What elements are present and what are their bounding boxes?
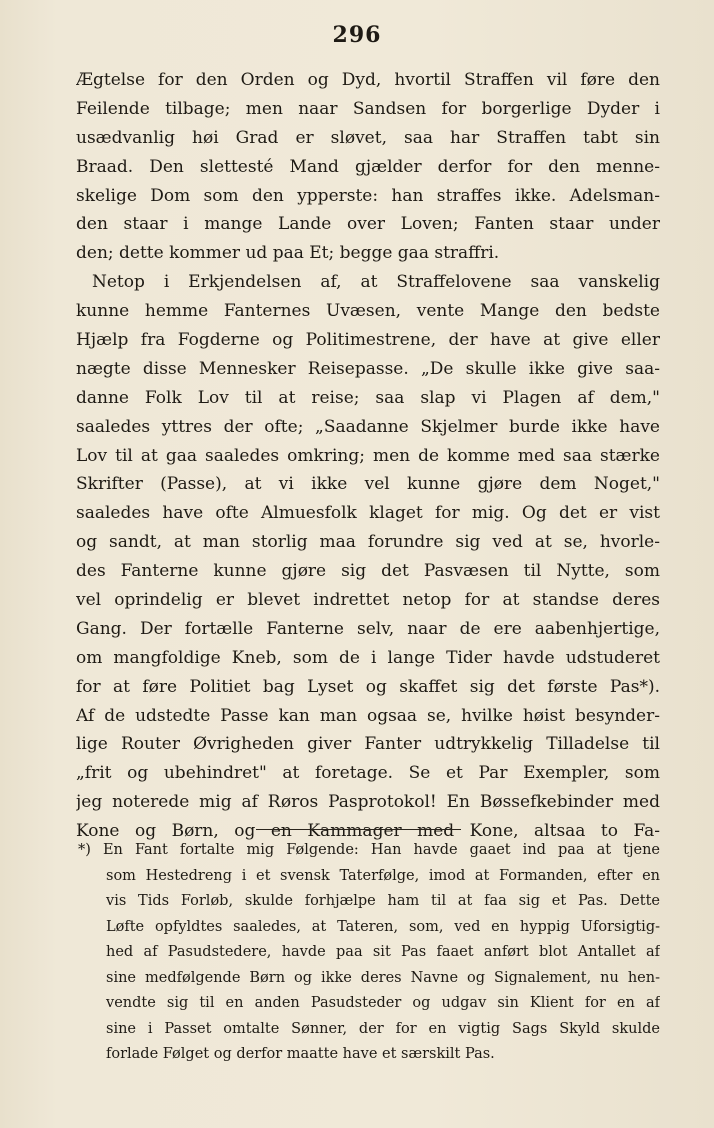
text-line: om mangfoldige Kneb, som de i lange Tider havde udstuderet: [76, 647, 660, 668]
footnote-line: *) En Fant fortalte mig Følgende: Han havde gaaet ind paa at tjene: [78, 842, 660, 858]
text-line: Ægtelse for den Orden og Dyd, hvortil Straffen vil føre den: [76, 70, 660, 90]
text-line: den staar i mange Lande over Loven; Fanten staar under: [76, 214, 660, 235]
page-number: 296: [332, 22, 382, 48]
text-line: skelige Dom som den ypperste: han straffes ikke. Adelsman-: [76, 185, 660, 206]
footnote-line: som Hestedreng i et svensk Taterfølge, imod at Formanden, efter en: [106, 867, 660, 884]
text-line: jeg noterede mig af Røros Pasprotokol! En Bøssefkebinder med: [76, 792, 660, 813]
footnote: [76, 838, 660, 1068]
text-line: Gang. Der fortælle Fanterne selv, naar de ere aabenhjertige,: [76, 618, 660, 639]
text-line: saaledes yttres der ofte; „Saadanne Skjelmer burde ikke have: [76, 416, 660, 437]
footnote-line: sine medfølgende Børn og ikke deres Navne og Signalement, nu hen-: [106, 969, 660, 986]
text-line: Feilende tilbage; men naar Sandsen for borgerlige Dyder i: [76, 98, 660, 119]
footnote-line: Løfte opfyldtes saaledes, at Tateren, som, ved en hyppig Uforsigtig-: [106, 918, 660, 935]
text-line: for at føre Politiet bag Lyset og skaffet sig det første Pas*).: [76, 676, 660, 697]
text-line: Skrifter (Passe), at vi ikke vel kunne gjøre dem Noget,": [76, 474, 660, 495]
text-line: danne Folk Lov til at reise; saa slap vi Plagen af dem,": [76, 387, 660, 408]
text-line: lige Router Øvrigheden giver Fanter udtrykkelig Tilladelse til: [76, 734, 660, 755]
text-line: Hjælp fra Fogderne og Politimestrene, der have at give eller: [76, 330, 660, 351]
text-line: Af de udstedte Passe kan man ogsaa se, hvilke høist besynder-: [76, 705, 660, 726]
footnote-line: vis Tids Forløb, skulde forhjælpe ham til at faa sig et Pas. Dette: [106, 893, 660, 909]
main-text: [76, 66, 660, 846]
footnote-line: vendte sig til en anden Pasudsteder og udgav sin Klient for en af: [106, 995, 660, 1011]
footnote-line: sine i Passet omtalte Sønner, der for en vigtig Sags Skyld skulde: [106, 1020, 660, 1037]
text-line: des Fanterne kunne gjøre sig det Pasvæsen til Nytte, som: [76, 561, 660, 582]
text-line: „frit og ubehindret" at foretage. Se et Par Exempler, som: [76, 763, 660, 784]
footnote-line: hed af Pasudstedere, havde paa sit Pas faaet anført blot Antallet af: [106, 944, 660, 960]
text-line: vel oprindelig er blevet indrettet netop for at standse deres: [76, 590, 660, 611]
text-line: Lov til at gaa saaledes omkring; men de komme med saa stærke: [76, 445, 660, 466]
text-line: Kone og Børn, og en Kammager med Kone, altsaa to Fa-: [76, 821, 660, 842]
text-line: og sandt, at man storlig maa forundre sig ved at se, hvorle-: [76, 532, 660, 553]
footnote-divider: [256, 829, 461, 830]
footnote-line: forlade Følget og derfor maatte have et særskilt Pas.: [106, 1046, 495, 1062]
text-line: saaledes have ofte Almuesfolk klaget for mig. Og det er vist: [76, 503, 660, 524]
text-line: usædvanlig høi Grad er sløvet, saa har Straffen tabt sin: [76, 127, 660, 148]
text-line: Netop i Erkjendelsen af, at Straffelovene saa vanskelig: [92, 272, 660, 293]
text-line: nægte disse Mennesker Reisepasse. „De skulle ikke give saa-: [76, 358, 660, 379]
text-line: kunne hemme Fanternes Uvæsen, vente Mange den bedste: [76, 301, 660, 322]
text-line: Braad. Den slettesté Mand gjælder derfor for den menne-: [76, 156, 660, 177]
text-line: den; dette kommer ud paa Et; begge gaa straffri.: [76, 243, 500, 264]
